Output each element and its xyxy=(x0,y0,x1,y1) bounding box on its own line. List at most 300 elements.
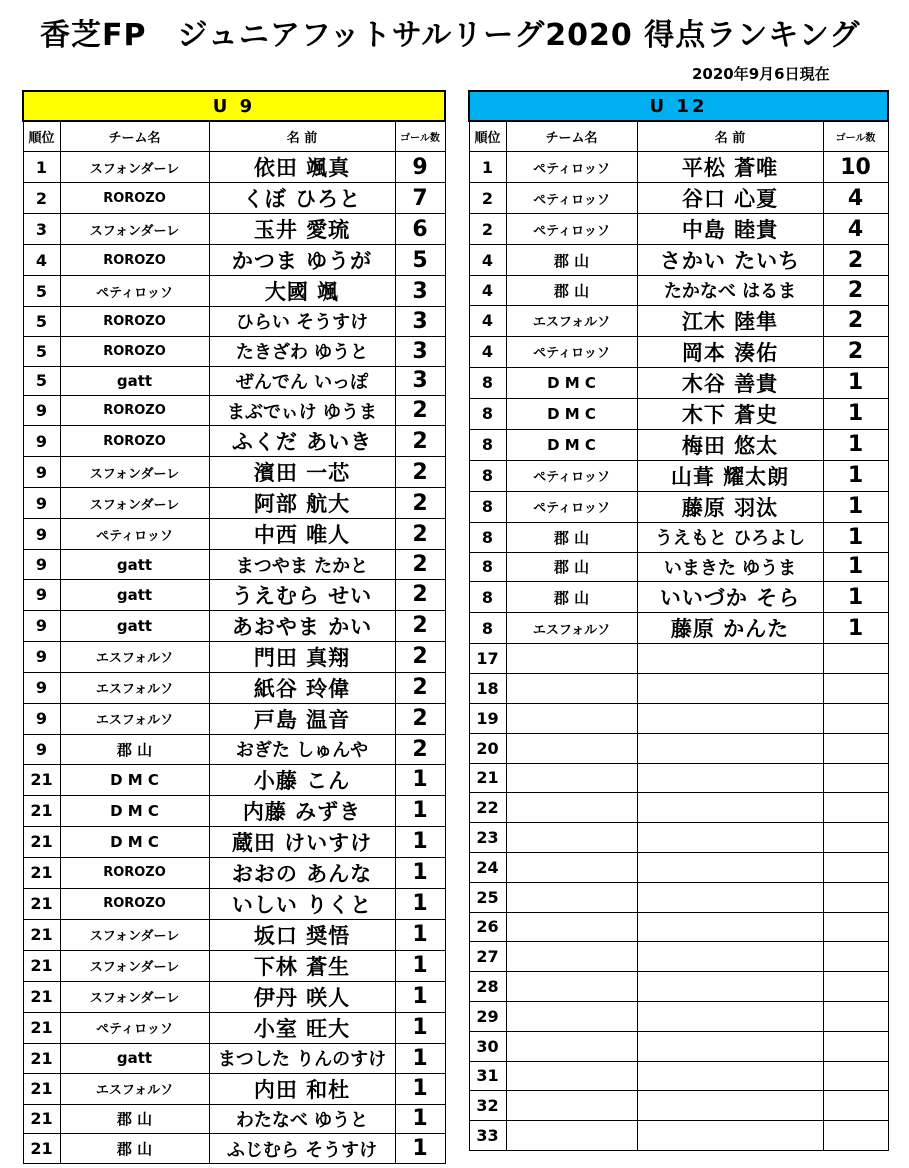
name-header: 名 前 xyxy=(637,121,823,152)
team-cell: ROROZO xyxy=(60,396,209,426)
rank-cell: 8 xyxy=(469,613,506,644)
goals-cell: 1 xyxy=(395,919,445,950)
table-row xyxy=(469,429,888,460)
rank-cell: 5 xyxy=(23,276,60,307)
team-cell: スフォンダーレ xyxy=(60,950,209,981)
player-name-cell xyxy=(637,823,823,853)
rank-cell: 28 xyxy=(469,972,506,1002)
goals-cell xyxy=(823,793,888,823)
goals-cell xyxy=(823,1091,888,1121)
table-row xyxy=(23,519,445,550)
team-cell xyxy=(506,763,637,793)
table-row xyxy=(469,152,888,183)
table-row xyxy=(23,981,445,1012)
goals-cell: 1 xyxy=(395,1073,445,1104)
team-cell: ROROZO xyxy=(60,307,209,337)
rank-cell: 8 xyxy=(469,491,506,522)
rank-cell: 25 xyxy=(469,882,506,912)
team-cell: D M C xyxy=(60,826,209,857)
rank-cell: 4 xyxy=(23,245,60,276)
player-name-cell: 江木 陸隼 xyxy=(637,305,823,336)
player-name-cell xyxy=(637,912,823,942)
rank-cell: 22 xyxy=(469,793,506,823)
team-cell: D M C xyxy=(506,367,637,398)
rank-cell: 9 xyxy=(23,396,60,426)
player-name-cell: いまきた ゆうま xyxy=(637,552,823,582)
team-cell: 郡 山 xyxy=(506,522,637,552)
player-name-cell: 藤原 かんた xyxy=(637,613,823,644)
goals-cell: 6 xyxy=(395,214,445,245)
rank-cell: 26 xyxy=(469,912,506,942)
rank-cell: 9 xyxy=(23,703,60,734)
goals-cell xyxy=(823,1031,888,1061)
team-cell: スフォンダーレ xyxy=(60,214,209,245)
rank-cell: 3 xyxy=(23,214,60,245)
player-name-cell: 藤原 羽汰 xyxy=(637,491,823,522)
player-name-cell: たきざわ ゆうと xyxy=(209,336,395,366)
table-row xyxy=(23,426,445,457)
player-name-cell: まぶでぃけ ゆうま xyxy=(209,396,395,426)
rank-cell: 2 xyxy=(469,214,506,245)
goals-cell: 9 xyxy=(395,152,445,183)
team-cell: エスフォルソ xyxy=(506,613,637,644)
rank-cell: 8 xyxy=(469,398,506,429)
goals-cell: 2 xyxy=(395,734,445,764)
table-row xyxy=(469,552,888,582)
player-name-cell: 下林 蒼生 xyxy=(209,950,395,981)
goals-cell: 2 xyxy=(823,305,888,336)
u12-section-header: U 12 xyxy=(469,91,888,121)
goals-cell: 3 xyxy=(395,307,445,337)
goals-cell: 2 xyxy=(395,641,445,672)
player-name-cell: いしい りくと xyxy=(209,888,395,919)
team-cell xyxy=(506,1091,637,1121)
rank-cell: 8 xyxy=(469,552,506,582)
player-name-cell xyxy=(637,763,823,793)
player-name-cell: うえもと ひろよし xyxy=(637,522,823,552)
player-name-cell: ふじむら そうすけ xyxy=(209,1134,395,1164)
goals-cell: 1 xyxy=(395,764,445,795)
player-name-cell xyxy=(637,674,823,704)
table-row xyxy=(23,183,445,214)
goals-cell: 5 xyxy=(395,245,445,276)
player-name-cell: 木谷 善貴 xyxy=(637,367,823,398)
goals-cell xyxy=(823,1121,888,1151)
rank-cell: 21 xyxy=(23,826,60,857)
table-row xyxy=(23,734,445,764)
table-row xyxy=(469,912,888,942)
table-row xyxy=(23,457,445,488)
table-row xyxy=(469,972,888,1002)
team-cell: ペティロッソ xyxy=(506,491,637,522)
team-cell: 郡 山 xyxy=(60,1104,209,1134)
table-row xyxy=(469,522,888,552)
u9-column-headers xyxy=(23,121,445,152)
team-cell: gatt xyxy=(60,1043,209,1073)
rank-cell: 9 xyxy=(23,519,60,550)
player-name-cell: 小藤 こん xyxy=(209,764,395,795)
goals-cell: 1 xyxy=(395,981,445,1012)
goals-cell xyxy=(823,882,888,912)
player-name-cell: 大國 颯 xyxy=(209,276,395,307)
goals-cell: 3 xyxy=(395,336,445,366)
rank-cell: 17 xyxy=(469,644,506,674)
table-row xyxy=(469,942,888,972)
player-name-cell: かつま ゆうが xyxy=(209,245,395,276)
rank-cell: 9 xyxy=(23,457,60,488)
goals-cell: 1 xyxy=(395,888,445,919)
team-cell xyxy=(506,1061,637,1091)
player-name-cell xyxy=(637,1001,823,1031)
team-cell: 郡 山 xyxy=(506,276,637,306)
player-name-cell xyxy=(637,942,823,972)
player-name-cell: 中西 唯人 xyxy=(209,519,395,550)
goals-cell: 3 xyxy=(395,366,445,396)
team-cell: ペティロッソ xyxy=(506,152,637,183)
team-cell: エスフォルソ xyxy=(60,703,209,734)
table-row xyxy=(469,823,888,853)
rank-cell: 9 xyxy=(23,426,60,457)
goals-cell: 1 xyxy=(823,613,888,644)
player-name-cell xyxy=(637,644,823,674)
table-row xyxy=(23,703,445,734)
table-row xyxy=(23,276,445,307)
table-row xyxy=(23,857,445,888)
rank-cell: 21 xyxy=(23,764,60,795)
team-cell: ROROZO xyxy=(60,426,209,457)
player-name-cell: ふくだ あいき xyxy=(209,426,395,457)
as-of-date: 2020年9月6日現在 xyxy=(692,65,830,83)
rank-cell: 33 xyxy=(469,1121,506,1151)
player-name-cell: まつやま たかと xyxy=(209,550,395,580)
player-name-cell: 小室 旺大 xyxy=(209,1012,395,1043)
team-cell: エスフォルソ xyxy=(506,305,637,336)
table-row xyxy=(23,1134,445,1164)
goals-cell xyxy=(823,942,888,972)
team-cell xyxy=(506,1001,637,1031)
rank-cell: 8 xyxy=(469,582,506,613)
team-cell: スフォンダーレ xyxy=(60,919,209,950)
team-cell xyxy=(506,972,637,1002)
rank-cell: 24 xyxy=(469,852,506,882)
table-row xyxy=(469,1121,888,1151)
table-row xyxy=(23,1043,445,1073)
u9-table-body xyxy=(23,152,445,1164)
u9-section-header: U 9 xyxy=(23,91,445,121)
table-row xyxy=(469,1091,888,1121)
player-name-cell: 紙谷 玲偉 xyxy=(209,672,395,703)
team-cell: 郡 山 xyxy=(60,1134,209,1164)
goals-cell: 1 xyxy=(395,1134,445,1164)
team-cell: 郡 山 xyxy=(506,552,637,582)
player-name-cell: ひらい そうすけ xyxy=(209,307,395,337)
team-cell: gatt xyxy=(60,610,209,641)
team-cell xyxy=(506,1121,637,1151)
rank-cell: 4 xyxy=(469,336,506,367)
table-row xyxy=(469,703,888,733)
table-row xyxy=(469,582,888,613)
rank-cell: 4 xyxy=(469,276,506,306)
goals-cell xyxy=(823,674,888,704)
player-name-cell: 山葺 耀太朗 xyxy=(637,460,823,491)
rank-header: 順位 xyxy=(23,121,60,152)
rank-cell: 5 xyxy=(23,366,60,396)
rank-cell: 9 xyxy=(23,672,60,703)
table-row xyxy=(469,613,888,644)
player-name-cell: 坂口 奨悟 xyxy=(209,919,395,950)
table-row xyxy=(23,888,445,919)
team-cell xyxy=(506,823,637,853)
team-cell: スフォンダーレ xyxy=(60,488,209,519)
rank-cell: 1 xyxy=(23,152,60,183)
goals-cell: 2 xyxy=(823,276,888,306)
team-cell: D M C xyxy=(506,398,637,429)
rank-cell: 8 xyxy=(469,460,506,491)
team-cell: エスフォルソ xyxy=(60,641,209,672)
player-name-cell: 門田 真翔 xyxy=(209,641,395,672)
table-row xyxy=(23,641,445,672)
rank-cell: 21 xyxy=(23,795,60,826)
goals-cell: 1 xyxy=(395,1043,445,1073)
goals-cell: 1 xyxy=(823,429,888,460)
rank-cell: 5 xyxy=(23,307,60,337)
table-row xyxy=(23,336,445,366)
rank-cell: 29 xyxy=(469,1001,506,1031)
rank-cell: 8 xyxy=(469,429,506,460)
team-cell: スフォンダーレ xyxy=(60,457,209,488)
team-cell: ペティロッソ xyxy=(506,214,637,245)
rank-cell: 9 xyxy=(23,734,60,764)
table-row xyxy=(23,214,445,245)
player-name-cell: 伊丹 咲人 xyxy=(209,981,395,1012)
u12-column-headers xyxy=(469,121,888,152)
goals-cell xyxy=(823,852,888,882)
page-title: 香芝FP ジュニアフットサルリーグ2020 得点ランキング xyxy=(40,18,861,53)
table-row xyxy=(469,367,888,398)
rank-cell: 1 xyxy=(469,152,506,183)
player-name-cell: たかなべ はるま xyxy=(637,276,823,306)
team-cell: gatt xyxy=(60,579,209,610)
player-name-cell xyxy=(637,793,823,823)
table-row xyxy=(469,491,888,522)
table-row xyxy=(23,307,445,337)
goals-cell xyxy=(823,763,888,793)
goals-cell xyxy=(823,703,888,733)
table-row xyxy=(469,245,888,276)
player-name-cell: 依田 颯真 xyxy=(209,152,395,183)
player-name-cell: いいづか そら xyxy=(637,582,823,613)
rank-cell: 27 xyxy=(469,942,506,972)
rank-cell: 4 xyxy=(469,245,506,276)
rank-cell: 21 xyxy=(23,888,60,919)
team-cell: ペティロッソ xyxy=(506,183,637,214)
table-row xyxy=(469,276,888,306)
team-cell xyxy=(506,882,637,912)
player-name-cell xyxy=(637,1091,823,1121)
goals-cell: 2 xyxy=(395,579,445,610)
goals-cell: 7 xyxy=(395,183,445,214)
team-cell: 郡 山 xyxy=(506,245,637,276)
player-name-cell: あおやま かい xyxy=(209,610,395,641)
table-row xyxy=(469,733,888,763)
table-row xyxy=(469,793,888,823)
u9-ranking-table xyxy=(22,90,446,1164)
name-header: 名 前 xyxy=(209,121,395,152)
player-name-cell: まつした りんのすけ xyxy=(209,1043,395,1073)
team-cell xyxy=(506,912,637,942)
rank-cell: 21 xyxy=(23,1134,60,1164)
table-row xyxy=(469,214,888,245)
table-row xyxy=(23,672,445,703)
player-name-cell: ぜんでん いっぽ xyxy=(209,366,395,396)
team-cell: ペティロッソ xyxy=(506,460,637,491)
table-row xyxy=(469,644,888,674)
table-row xyxy=(469,763,888,793)
player-name-cell: 戸島 温音 xyxy=(209,703,395,734)
goals-cell: 1 xyxy=(823,460,888,491)
table-row xyxy=(469,674,888,704)
goals-cell xyxy=(823,1061,888,1091)
player-name-cell xyxy=(637,882,823,912)
goals-cell: 1 xyxy=(823,522,888,552)
rank-cell: 32 xyxy=(469,1091,506,1121)
team-cell: 郡 山 xyxy=(60,734,209,764)
table-row xyxy=(23,1104,445,1134)
team-cell: D M C xyxy=(60,764,209,795)
player-name-cell: 濱田 一芯 xyxy=(209,457,395,488)
goals-cell: 2 xyxy=(395,550,445,580)
goals-cell: 2 xyxy=(395,396,445,426)
player-name-cell: 蔵田 けいすけ xyxy=(209,826,395,857)
rank-cell: 21 xyxy=(23,1043,60,1073)
table-row xyxy=(469,852,888,882)
player-name-cell: 内藤 みずき xyxy=(209,795,395,826)
goals-cell: 2 xyxy=(823,336,888,367)
goals-cell: 2 xyxy=(823,245,888,276)
rank-cell: 20 xyxy=(469,733,506,763)
goals-cell: 1 xyxy=(395,1012,445,1043)
goals-cell: 1 xyxy=(823,491,888,522)
player-name-cell: うえむら せい xyxy=(209,579,395,610)
goals-cell: 1 xyxy=(395,1104,445,1134)
goals-cell xyxy=(823,733,888,763)
goals-cell: 2 xyxy=(395,519,445,550)
player-name-cell: 岡本 湊佑 xyxy=(637,336,823,367)
player-name-cell: 木下 蒼史 xyxy=(637,398,823,429)
player-name-cell: 内田 和杜 xyxy=(209,1073,395,1104)
table-row xyxy=(23,919,445,950)
player-name-cell xyxy=(637,733,823,763)
table-row xyxy=(469,1001,888,1031)
table-row xyxy=(469,1031,888,1061)
team-cell xyxy=(506,942,637,972)
player-name-cell: 阿部 航大 xyxy=(209,488,395,519)
rank-cell: 30 xyxy=(469,1031,506,1061)
table-row xyxy=(469,336,888,367)
team-cell: gatt xyxy=(60,366,209,396)
player-name-cell: 谷口 心夏 xyxy=(637,183,823,214)
rank-cell: 4 xyxy=(469,305,506,336)
goals-cell: 10 xyxy=(823,152,888,183)
rank-cell: 18 xyxy=(469,674,506,704)
table-row xyxy=(23,764,445,795)
table-row xyxy=(23,795,445,826)
goals-cell: 1 xyxy=(395,795,445,826)
rank-cell: 9 xyxy=(23,610,60,641)
team-cell: エスフォルソ xyxy=(60,1073,209,1104)
goals-cell: 2 xyxy=(395,703,445,734)
rank-header: 順位 xyxy=(469,121,506,152)
team-cell xyxy=(506,852,637,882)
goals-cell: 1 xyxy=(395,826,445,857)
team-cell: スフォンダーレ xyxy=(60,981,209,1012)
goals-cell: 2 xyxy=(395,488,445,519)
rank-cell: 21 xyxy=(23,919,60,950)
goals-cell: 4 xyxy=(823,214,888,245)
goals-cell: 2 xyxy=(395,610,445,641)
table-row xyxy=(469,398,888,429)
table-row xyxy=(23,826,445,857)
team-cell: ROROZO xyxy=(60,245,209,276)
goals-header: ゴール数 xyxy=(395,121,445,152)
goals-cell: 1 xyxy=(823,582,888,613)
rank-cell: 21 xyxy=(23,950,60,981)
goals-cell: 1 xyxy=(395,857,445,888)
team-header: チーム名 xyxy=(506,121,637,152)
player-name-cell: 玉井 愛琉 xyxy=(209,214,395,245)
team-cell xyxy=(506,733,637,763)
team-cell: ROROZO xyxy=(60,336,209,366)
table-row xyxy=(469,183,888,214)
table-row xyxy=(23,245,445,276)
goals-cell: 3 xyxy=(395,276,445,307)
table-row xyxy=(23,610,445,641)
rank-cell: 2 xyxy=(469,183,506,214)
table-row xyxy=(469,305,888,336)
table-row xyxy=(23,152,445,183)
goals-cell: 2 xyxy=(395,426,445,457)
table-row xyxy=(469,882,888,912)
rank-cell: 8 xyxy=(469,367,506,398)
rank-cell: 19 xyxy=(469,703,506,733)
team-cell xyxy=(506,1031,637,1061)
player-name-cell xyxy=(637,1061,823,1091)
player-name-cell: おぎた しゅんや xyxy=(209,734,395,764)
table-row xyxy=(23,1073,445,1104)
goals-cell: 4 xyxy=(823,183,888,214)
table-row xyxy=(23,579,445,610)
rank-cell: 21 xyxy=(23,1073,60,1104)
rank-cell: 9 xyxy=(23,550,60,580)
team-cell: エスフォルソ xyxy=(60,672,209,703)
team-cell xyxy=(506,703,637,733)
player-name-cell xyxy=(637,703,823,733)
table-row xyxy=(23,550,445,580)
goals-cell: 1 xyxy=(823,398,888,429)
goals-cell xyxy=(823,823,888,853)
team-cell xyxy=(506,674,637,704)
table-row xyxy=(23,366,445,396)
goals-cell: 1 xyxy=(823,367,888,398)
rank-cell: 21 xyxy=(23,981,60,1012)
rank-cell: 21 xyxy=(469,763,506,793)
goals-cell: 2 xyxy=(395,672,445,703)
u12-table-body xyxy=(469,152,888,1151)
goals-cell: 1 xyxy=(823,552,888,582)
team-cell: スフォンダーレ xyxy=(60,152,209,183)
team-cell: ROROZO xyxy=(60,183,209,214)
player-name-cell: 平松 蒼唯 xyxy=(637,152,823,183)
